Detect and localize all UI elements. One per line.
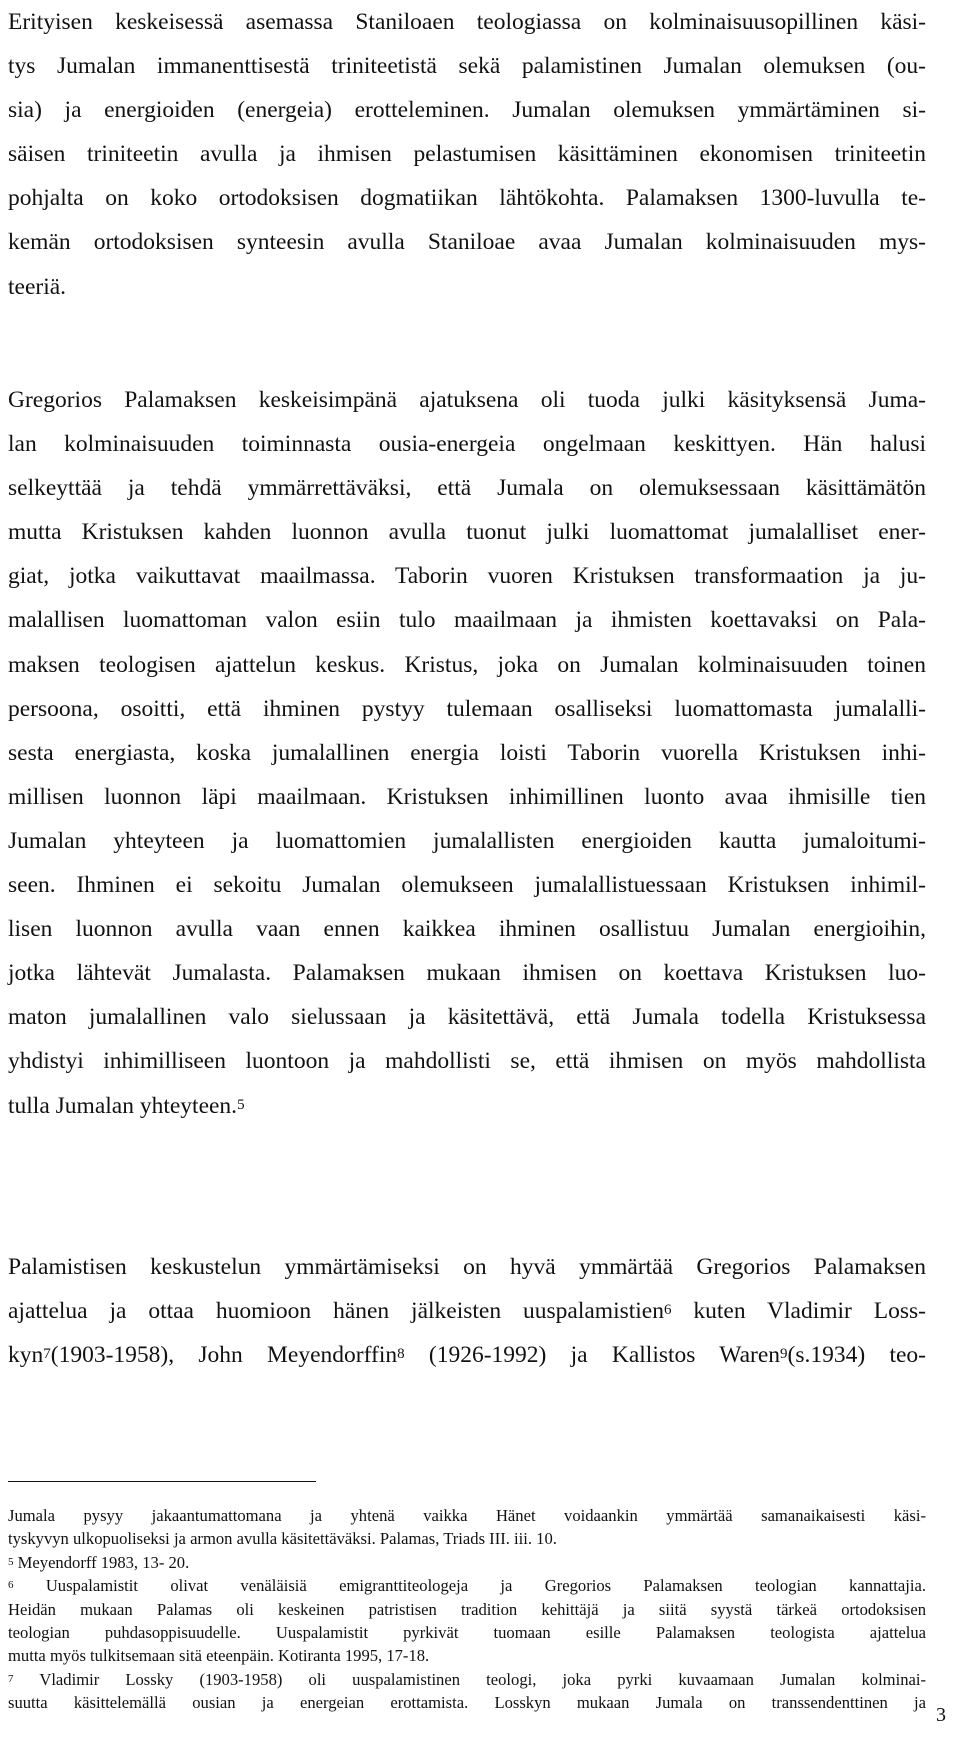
footnote-text: Meyendorff 1983, 13- 20. xyxy=(13,1552,190,1572)
text-line: mutta Kristuksen kahden luonnon avulla tuonut julki luomattomat jumalalliset ener- xyxy=(8,519,926,546)
text-line: sesta energiasta, koska jumalallinen energia loisti Taborin vuorella Kristuksen inhi- xyxy=(8,739,926,766)
footnote-line: suutta käsittelemällä ousian ja energeian erottamista. Losskyn mukaan Jumala on transsendenttinen ja xyxy=(8,1693,926,1713)
footnote-ref-7[interactable]: 7 xyxy=(43,1346,51,1363)
footnote-separator xyxy=(8,1481,316,1482)
text-line: kemän ortodoksisen synteesin avulla Staniloae avaa Jumalan kolminaisuuden mys- xyxy=(8,229,926,256)
paragraph-2 xyxy=(8,378,926,1128)
footnote-number: 7 xyxy=(8,1672,14,1685)
footnote-ref-6[interactable]: 6 xyxy=(663,1302,672,1319)
text-line: seen. Ihminen ei sekoitu Jumalan olemukseen jumalallistuessaan Kristuksen inhimil- xyxy=(8,872,926,899)
text-line xyxy=(8,1333,926,1377)
footnote-text: Vladimir Lossky (1903-1958) oli uuspalamistinen teologi, joka pyrki kuvaamaan Jumalan kolminai- xyxy=(13,1669,926,1689)
footnote-ref-9[interactable]: 9 xyxy=(780,1346,788,1363)
text-line: jotka lähtevät Jumalasta. Palamaksen mukaan ihmisen on koettava Kristuksen luo- xyxy=(8,960,926,987)
text-line: millisen luonnon läpi maailmaan. Kristuksen inhimillinen luonto avaa ihmisille tien xyxy=(8,783,926,810)
text-line: säisen triniteetin avulla ja ihmisen pelastumisen käsittäminen ekonomisen triniteetin xyxy=(8,141,926,168)
text-line: maton jumalallinen valo sielussaan ja käsitettävä, että Jumala todella Kristuksessa xyxy=(8,1004,926,1031)
text-line: maksen teologisen ajattelun keskus. Kristus, joka on Jumalan kolminaisuuden toinen xyxy=(8,651,926,678)
footnote-7 xyxy=(8,1668,926,1691)
text-line: lisen luonnon avulla vaan ennen kaikkea ihminen osallistuu Jumalan energioihin, xyxy=(8,916,926,943)
footnote-text: Uuspalamistit olivat venäläisiä emigranttiteologeja ja Gregorios Palamaksen teologian kannattajia. xyxy=(13,1576,926,1596)
text-fragment: ajattelua ja ottaa huomioon hänen jälkeisten uuspalamistien xyxy=(8,1298,664,1325)
text-line: sia) ja energioiden (energeia) erotteleminen. Jumalan olemuksen ymmärtäminen si- xyxy=(8,97,926,124)
footnote-continuation-line: tyskyvyn ulkopuoliseksi ja armon avulla käsitettäväksi. Palamas, Triads III. iii. 10. xyxy=(8,1529,557,1549)
text-line: yhdistyi inhimilliseen luontoon ja mahdollisti se, että ihmisen on myös mahdollista xyxy=(8,1048,926,1075)
text-fragment: (1903-1958), John Meyendorffin xyxy=(50,1342,398,1369)
page-number: 3 xyxy=(936,1704,946,1726)
text-line: Jumalan yhteyteen ja luomattomien jumalallisten energioiden kautta jumaloitumi- xyxy=(8,827,926,854)
footnote-ref-5[interactable]: 5 xyxy=(237,1096,245,1113)
text-line: giat, jotka vaikuttavat maailmassa. Taborin vuoren Kristuksen transformaation ja ju- xyxy=(8,563,926,590)
text-line: Erityisen keskeisessä asemassa Staniloaen teologiassa on kolminaisuusopillinen käsi- xyxy=(8,9,926,35)
paragraph-1 xyxy=(8,0,926,309)
text-line: pohjalta on koko ortodoksisen dogmatiikan lähtökohta. Palamaksen 1300-luvulla te- xyxy=(8,185,926,212)
text-line: selkeyttää ja tehdä ymmärrettäväksi, että Jumala on olemuksessaan käsittämätön xyxy=(8,475,926,502)
footnote-line: mutta myös tulkitsemaan sitä eteenpäin. Kotiranta 1995, 17-18. xyxy=(8,1646,430,1666)
text-line: Palamistisen keskustelun ymmärtämiseksi on hyvä ymmärtää Gregorios Palamaksen xyxy=(8,1254,926,1280)
footnote-number: 5 xyxy=(8,1555,14,1568)
text-line xyxy=(8,1084,926,1128)
text-line xyxy=(8,1289,926,1333)
text-line: persoona, osoitti, että ihminen pystyy tulemaan osalliseksi luomattomasta jumalalli- xyxy=(8,695,926,722)
footnote-5 xyxy=(8,1551,926,1574)
footnote-continuation-line: Jumala pysyy jakaantumattomana ja yhtenä vaikka Hänet voidaankin ymmärtää samanaikaisesti käsi- xyxy=(8,1506,926,1525)
text-line: tys Jumalan immanenttisestä triniteetistä sekä palamistinen Jumalan olemuksen (ou- xyxy=(8,53,926,80)
text-fragment: (s.1934) teo- xyxy=(787,1342,926,1369)
text-fragment: kuten Vladimir Loss- xyxy=(671,1298,926,1325)
footnote-6 xyxy=(8,1574,926,1597)
footnotes xyxy=(8,1504,926,1715)
text-line: malallisen luomattoman valon esiin tulo maailmaan ja ihmisten koettavaksi on Pala- xyxy=(8,607,926,634)
text-line: Gregorios Palamaksen keskeisimpänä ajatuksena oli tuoda julki käsityksensä Juma- xyxy=(8,387,926,413)
text-fragment: kyn xyxy=(8,1342,44,1369)
paragraph-3 xyxy=(8,1245,926,1377)
footnote-line: Heidän mukaan Palamas oli keskeinen patristisen tradition kehittäjä ja siitä syystä tärkeä ortodoksisen xyxy=(8,1599,926,1619)
text-fragment: (1926-1992) ja Kallistos Waren xyxy=(404,1342,781,1369)
footnote-number: 6 xyxy=(8,1579,14,1592)
text-fragment: tulla Jumalan yhteyteen. xyxy=(8,1092,238,1119)
text-line: lan kolminaisuuden toiminnasta ousia-energeia ongelmaan keskittyen. Hän halusi xyxy=(8,431,926,458)
text-line: teeriä. xyxy=(8,273,67,300)
footnote-ref-8[interactable]: 8 xyxy=(397,1346,405,1363)
footnote-line: teologian puhdasoppisuudelle. Uuspalamistit pyrkivät tuomaan esille Palamaksen teologista ajattelua xyxy=(8,1622,926,1642)
